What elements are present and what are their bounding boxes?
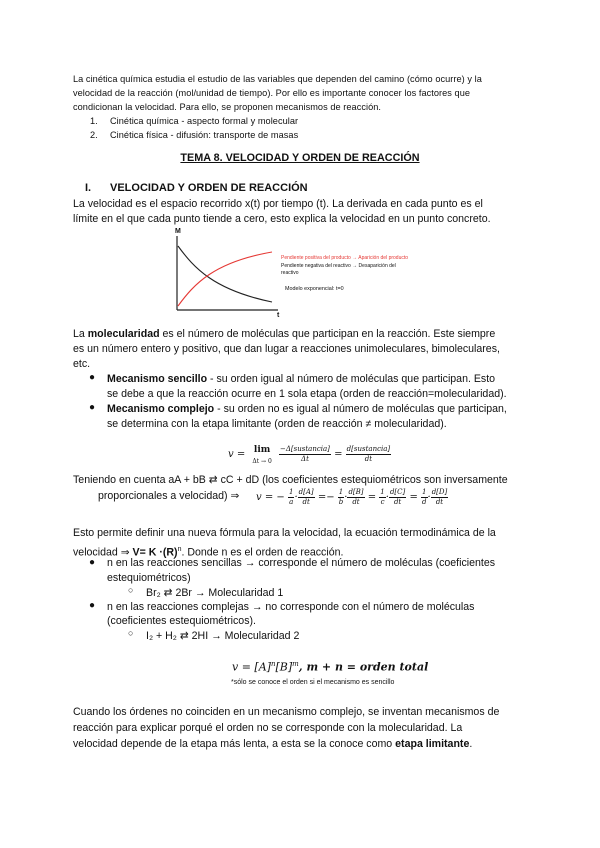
section-number: I. xyxy=(85,182,92,194)
bullet-dot: ● xyxy=(89,600,96,611)
newformula-line-1: Esto permite definir una nueva fórmula para la velocidad, la ecuación termodinámica de la xyxy=(73,527,496,539)
intro-line-2: velocidad de la reacción (mol/unidad de tiempo). Por ello es importante conocer los factores que xyxy=(73,88,471,98)
legend-product: Pendiente positiva del producto → Aparición del producto xyxy=(281,255,409,261)
x-axis-label: t xyxy=(277,312,280,319)
y-axis-label: M xyxy=(175,228,181,235)
intro-line-1: La cinética química estudia el estudio de las variables que dependen del camino (cómo ocurre) y la xyxy=(73,74,482,84)
circle-bullet: ○ xyxy=(128,585,134,595)
bullet-dot: ● xyxy=(89,557,96,568)
bullet-dot: ● xyxy=(89,402,96,413)
case-complex: n en las reacciones complejas → no corresponde con el número de moléculas xyxy=(107,601,475,613)
bullet-simple-mechanism-cont: se debe a que la reacción ocurre en 1 sola etapa (orden de reacción=molecularidad). xyxy=(107,388,507,400)
graph-note: Modelo exponencial: t=0 xyxy=(285,286,344,292)
bullet-complex-mechanism-cont: se determina con la etapa limitante (orden de reacción ≠ molecularidad). xyxy=(107,418,447,430)
circle-bullet: ○ xyxy=(128,628,134,638)
final-line-3: velocidad depende de la etapa más lenta, a esta se la conoce como etapa limitante. xyxy=(73,738,473,750)
molecularity-line-1: La molecularidad es el número de moléculas que participan en la reacción. Este siempre xyxy=(73,328,496,340)
molecularity-line-3: etc. xyxy=(73,358,91,370)
stoich-line-2: proporcionales a velocidad) ⇒ xyxy=(98,490,240,502)
legend-reactant-cont: reactivo xyxy=(281,270,299,276)
product-curve xyxy=(178,252,272,306)
rate-law-note: *sólo se conoce el orden si el mecanismo es sencillo xyxy=(231,679,395,686)
intro-line-3: condicionan la velocidad. Para ello, se proponen mecanismos de reacción. xyxy=(73,102,381,112)
final-line-2: reacción para explicar porqué el orden no se corresponde con la molecularidad. La xyxy=(73,722,463,734)
concentration-graph xyxy=(174,232,280,317)
case-simple: n en las reacciones sencillas → corresponde el número de moléculas (coeficientes xyxy=(107,557,496,569)
case-simple-cont: estequiométricos) xyxy=(107,572,191,584)
intro-item-2: Cinética física - difusión: transporte de masas xyxy=(110,130,299,140)
velocity-limit-formula: v = lim Δt → 0 $\frac{\text{−Δ[sustancia]}}{\Delta t}$ = $\frac{\text{d[sustancia]}}{dt}$ xyxy=(228,445,391,465)
final-line-1: Cuando los órdenes no coinciden en un mecanismo complejo, se inventan mecanismos de xyxy=(73,706,500,718)
case-complex-cont: (coeficientes estequiométricos). xyxy=(107,615,256,627)
intro-item-num-1: 1. xyxy=(90,116,98,126)
legend-reactant: Pendiente negativa del reactivo → Desaparición del xyxy=(281,263,396,269)
bullet-dot: ● xyxy=(89,372,96,383)
molecularity-line-2: es un número entero y positivo, que dan lugar a reacciones unimoleculares, bimoleculares, xyxy=(73,343,500,355)
newformula-line-2: velocidad ⇒ $V= K \cdot(R)^n$. Donde n es el orden de reacción. xyxy=(73,546,344,559)
rate-law-formula: $v = [A]^n[B]^m$, m + n = orden total xyxy=(232,660,429,674)
stoich-line-1: Teniendo en cuenta aA + bB ⇄ cC + dD (los coeficientes estequiométricos son inversamente xyxy=(73,474,508,486)
bullet-complex-mechanism: Mecanismo complejo - su orden no es igual al número de moléculas que participan, xyxy=(107,403,507,415)
case-simple-example: Br₂ ⇄ 2Br → Molecularidad 1 xyxy=(146,587,284,599)
velocity-def-line-2: límite en el que cada punto tiende a cero, esto explica la velocidad en un punto concreto. xyxy=(73,213,491,225)
stoich-rate-formula: v = − $\frac{1}{a}$ · $\frac{d[A]}{dt}$ =− $\frac{1}{b}$ · $\frac{d[B]}{dt}$ = $\frac{1}{c}$ · $\frac{d[C]}{dt}$ = $\frac{1}{d}$ · $\frac{d[D]}{dt}$ xyxy=(256,488,448,506)
velocity-def-line-1: La velocidad es el espacio recorrido x(t) por tiempo (t). La derivada en cada punto es el xyxy=(73,198,483,210)
intro-item-1: Cinética química - aspecto formal y molecular xyxy=(110,116,299,126)
section-title: VELOCIDAD Y ORDEN DE REACCIÓN xyxy=(110,182,308,194)
bullet-simple-mechanism: Mecanismo sencillo - su orden igual al número de moléculas que participan. Esto xyxy=(107,373,496,385)
case-complex-example: I₂ + H₂ ⇄ 2HI → Molecularidad 2 xyxy=(146,630,300,642)
intro-item-num-2: 2. xyxy=(90,130,98,140)
page-title: TEMA 8. VELOCIDAD Y ORDEN DE REACCIÓN xyxy=(180,152,420,164)
